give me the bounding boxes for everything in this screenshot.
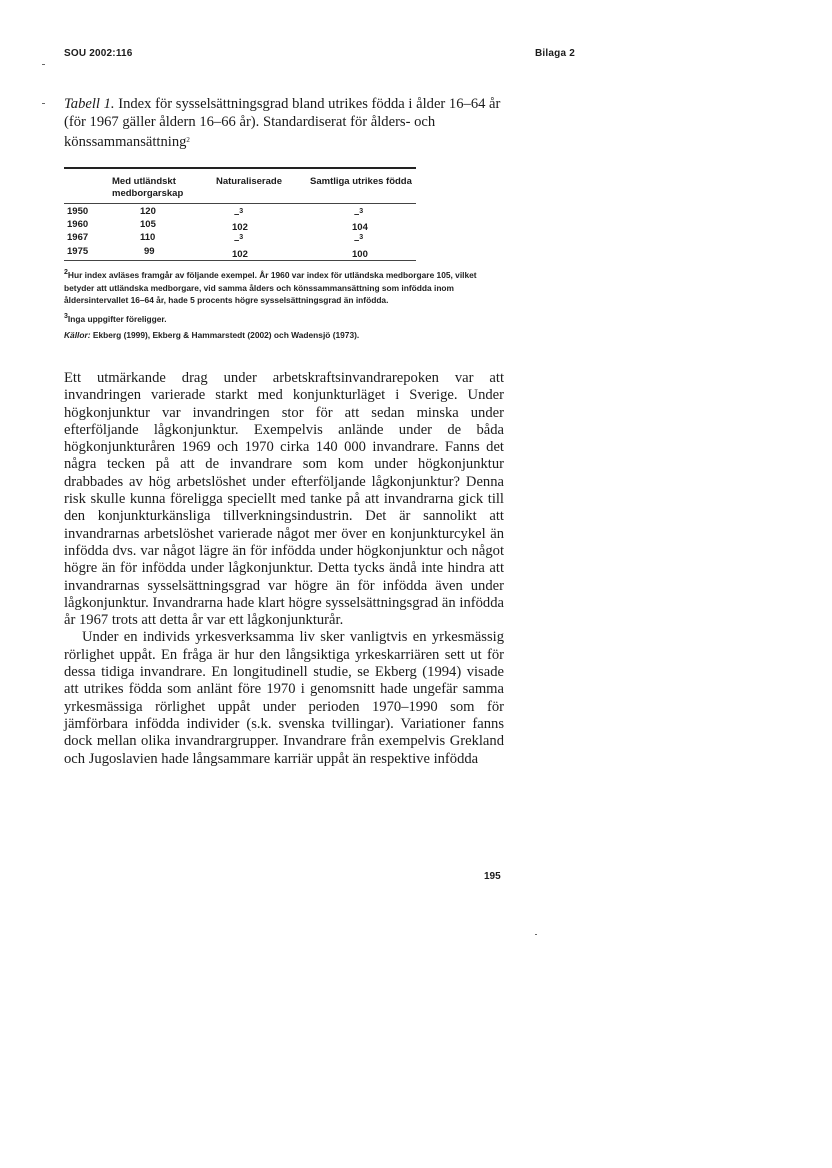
table-notes — [64, 267, 504, 346]
footnote-3: $^3$Inga uppgifter föreligger. — [64, 312, 167, 324]
row-year: 1950 — [67, 206, 89, 217]
row-year: 1975 — [67, 246, 89, 257]
cell-all-foreign-born: –$^3$ — [354, 208, 364, 220]
col-header-foreign-citizens: Med utländskt medborgarskap — [112, 176, 184, 199]
col-header-all-foreign-born: Samtliga utrikes födda — [310, 176, 412, 187]
paragraph: Under en individs yrkesverksamma liv sker vanligtvis en yrkesmässig rörlighet uppåt. En fråga är hur den långsiktiga yrkeskarriären sett ut för dessa tidiga invandrare. En longitudinell studie, se Ekberg (1994) visade att utrikes födda som anlänt före 1970 i genomsnitt hade ungefär samma yrkesmässiga rörlighet uppåt under perioden 1970–1990 som för jämförbara infödda individer (s.k. svenska tvillingar). Variationer fanns dock mellan olika invandrargrupper. Invandrare från exempelvis Grekland och Jugoslavien hade långsammare karriär uppåt än respektive infödda — [64, 629, 504, 767]
col-header-naturalised: Naturaliserade — [216, 176, 283, 187]
cell-foreign-citizens: 99 — [144, 246, 155, 257]
caption-label: Tabell 1. — [64, 96, 115, 112]
cell-naturalised: 102 — [232, 222, 248, 233]
cell-all-foreign-born: 100 — [352, 249, 368, 260]
scan-mark — [42, 64, 45, 65]
running-header-left: SOU 2002:116 — [64, 48, 133, 59]
table-top-rule — [64, 167, 416, 169]
caption-footnote-ref: 2 — [186, 136, 190, 144]
running-header-right: Bilaga 2 — [535, 48, 575, 59]
cell-all-foreign-born: 104 — [352, 222, 368, 233]
paragraph: Ett utmärkande drag under arbetskraftsinvandrarepoken var att invandringen varierade starkt med konjunkturläget i Sverige. Under högkonjunktur var invandringen stor för att sedan minska under efterföljande lågkonjunktur. Exempelvis anlände under de båda högkonjunkturåren 1969 och 1970 cirka 140 000 invandrare. Fanns det några tecken på att de invandrare som kom under högkonjunktur drabbades av hög arbetslöshet under efterföljande lågkonjunktur? Denna risk skulle kunna föreligga speciellt med tanke på att invandrarna gick till den konjunkturkänsliga tillverkningsindustrin. Det är sannolikt att invandrarnas arbetslöshet varierade något mer över en konjunkturcykel än infödda dvs. var något lägre än för infödda under högkonjunktur och något högre än för infödda under lågkonjunktur. Detta tycks ändå inte hindra att invandrarnas sysselsättningsgrad var högre än för infödda även under lågkonjunktur. Invandrarna hade klart högre sysselsättningsgrad än infödda år 1967 trots att detta år var ett lågkonjunkturår. — [64, 370, 504, 629]
cell-naturalised: 102 — [232, 249, 248, 260]
table-row — [64, 205, 416, 218]
caption-text: Index för sysselsättningsgrad bland utrikes födda i ålder 16–64 år (för 1967 gäller åldern 16–66 år). Standardiserat för ålders- och könssammansättning — [64, 96, 501, 150]
table-row — [64, 231, 416, 244]
table-row — [64, 218, 416, 231]
scan-mark — [42, 103, 45, 104]
scan-mark — [535, 934, 537, 935]
footnote-2: $^2$Hur index avläses framgår av följande exempel. År 1960 var index för utländska medborgare 105, vilket betyder att utländska medborgare, vid samma ålders och könssammansättning som infödda inom åldersintervallet 16–64 år, hade 5 procents högre sysselsättningsgrad än infödda. — [64, 269, 477, 305]
row-year: 1967 — [67, 232, 89, 243]
table-row — [64, 245, 416, 258]
table-header-rule — [64, 203, 416, 204]
table-caption — [64, 95, 504, 151]
body-text — [64, 370, 504, 768]
cell-all-foreign-born: –$^3$ — [354, 234, 364, 246]
source-note: Källor: Ekberg (1999), Ekberg & Hammarstedt (2002) och Wadensjö (1973). — [64, 330, 360, 340]
cell-foreign-citizens: 105 — [140, 219, 156, 230]
cell-naturalised: –$^3$ — [234, 208, 244, 220]
page-number: 195 — [484, 871, 501, 882]
cell-foreign-citizens: 120 — [140, 206, 156, 217]
table-bottom-rule — [64, 260, 416, 261]
cell-foreign-citizens: 110 — [140, 232, 156, 243]
row-year: 1960 — [67, 219, 89, 230]
cell-naturalised: –$^3$ — [234, 234, 244, 246]
